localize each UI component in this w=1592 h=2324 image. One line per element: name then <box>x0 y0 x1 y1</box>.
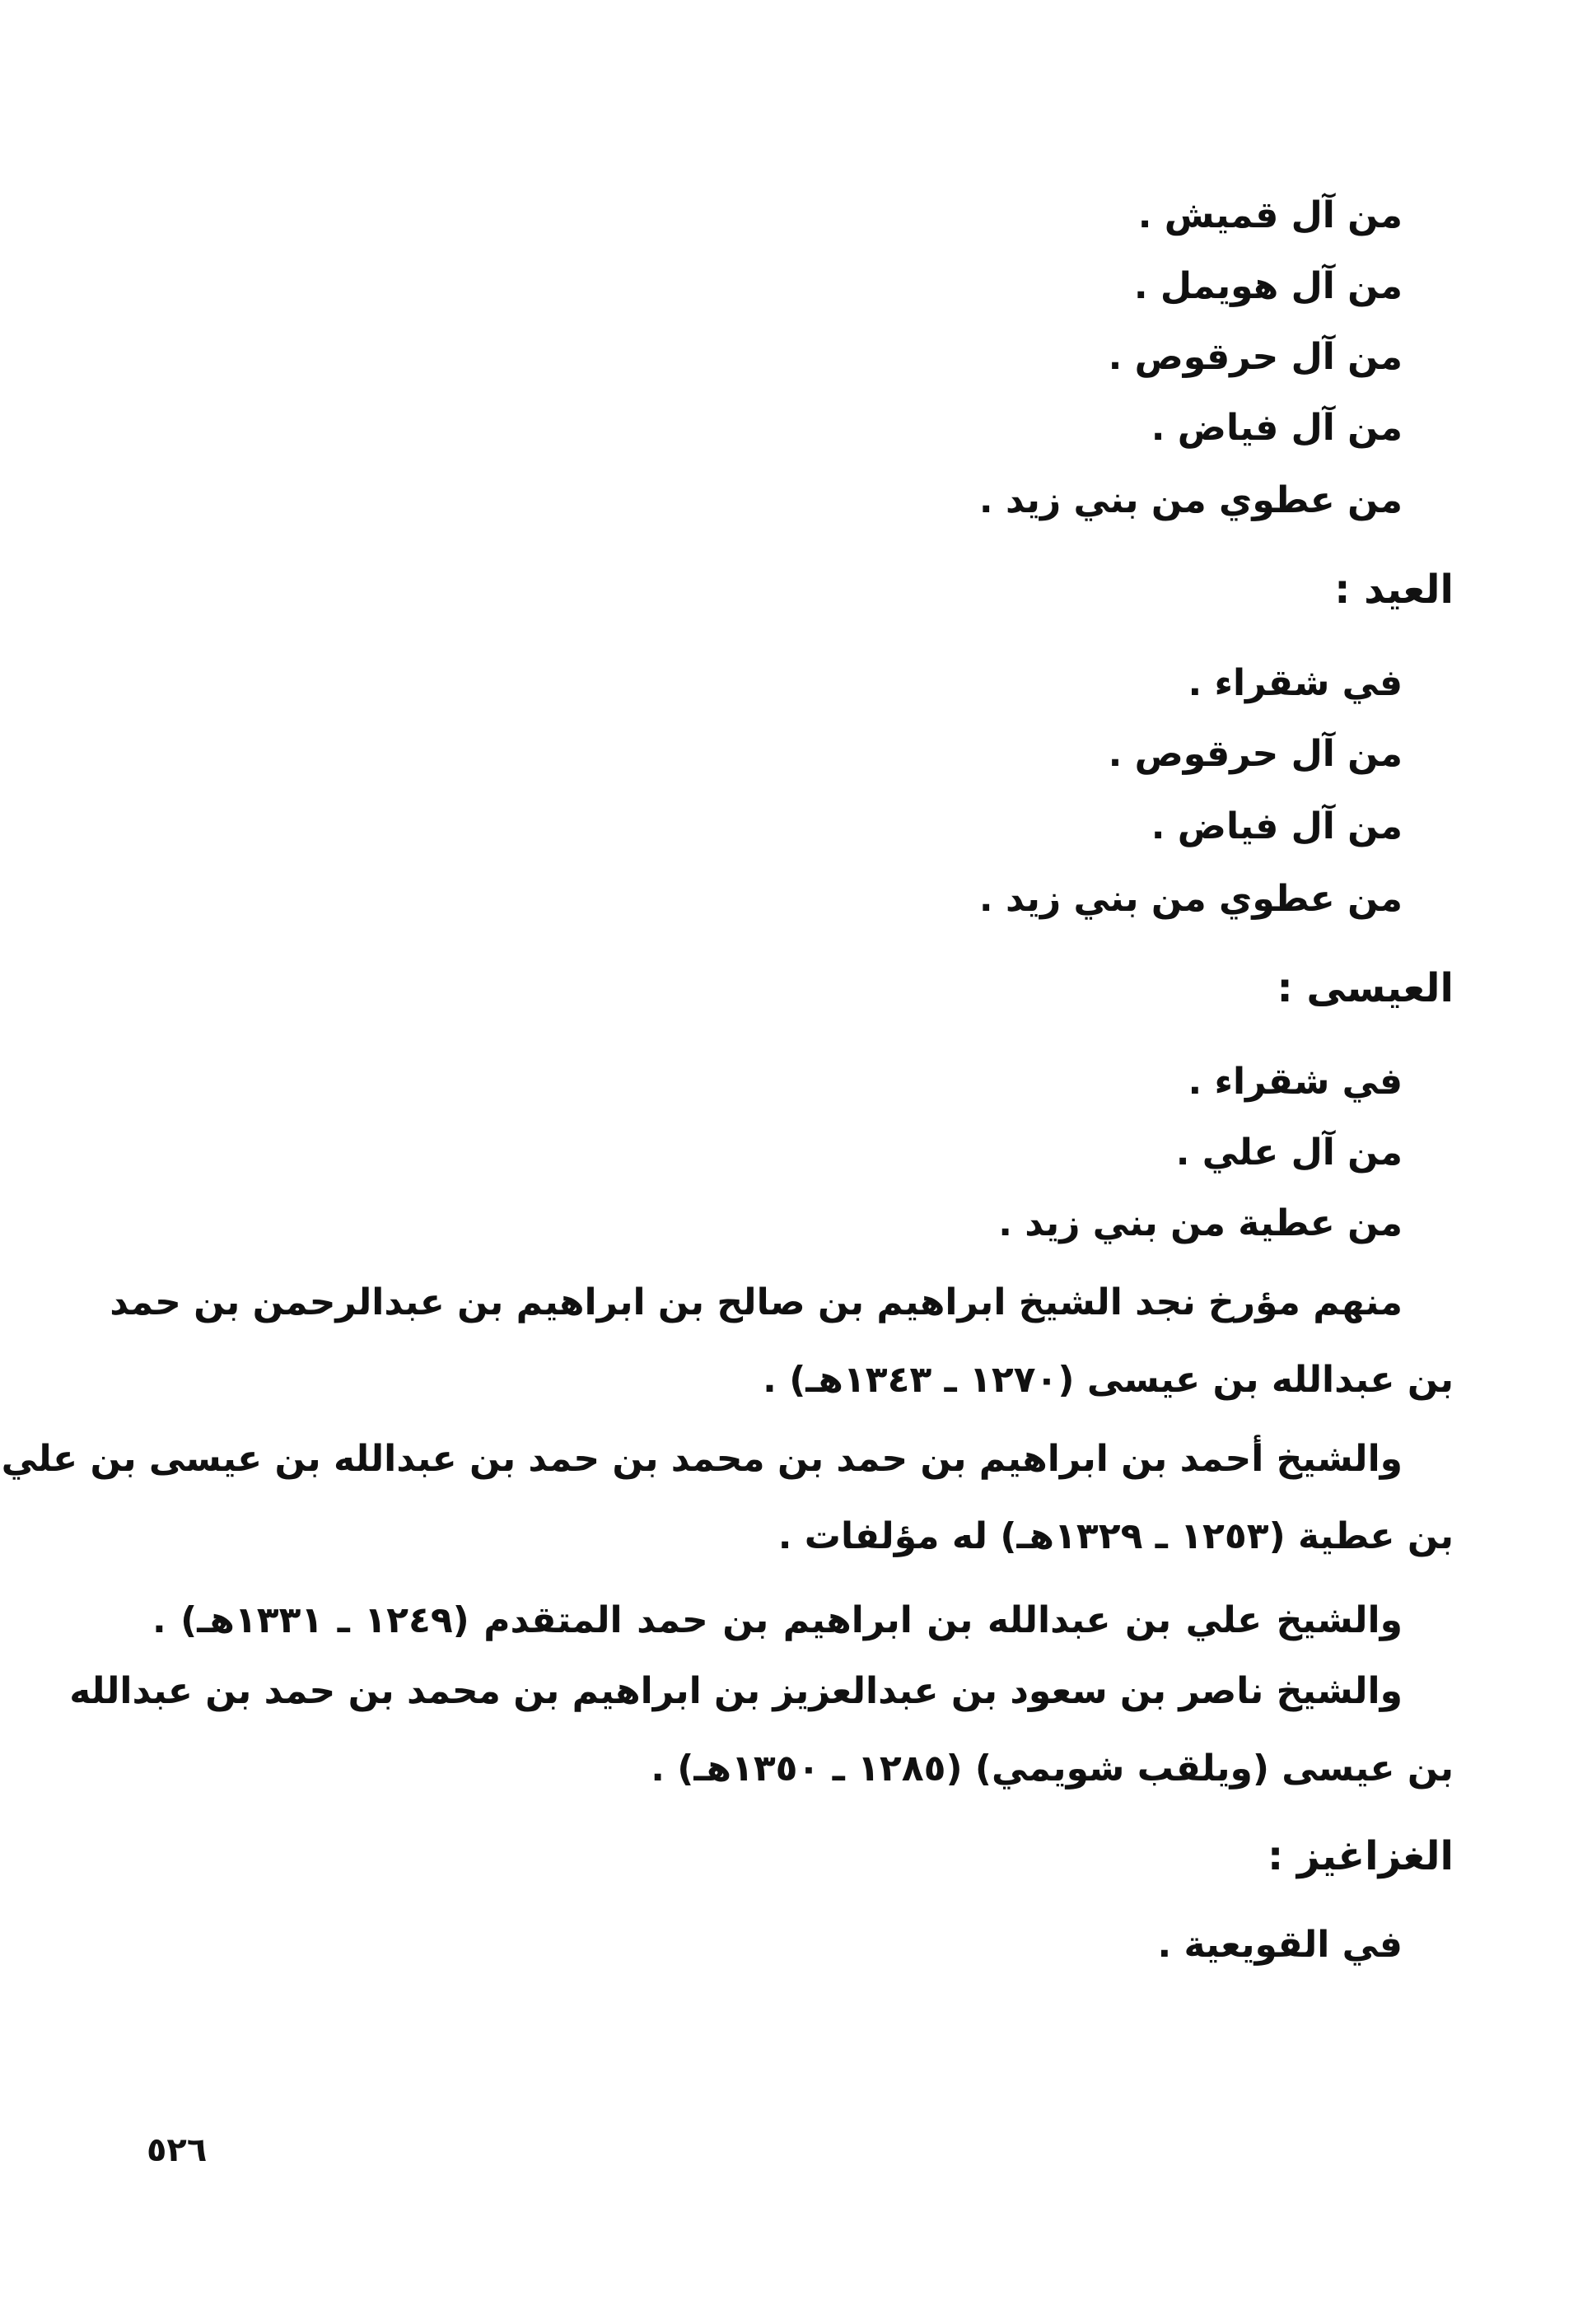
paragraph-line: والشيخ ناصر بن سعود بن عبدالعزيز بن ابراهيم بن محمد بن حمد بن عبدالله <box>69 1670 1403 1712</box>
list-item: من آل حرقوص . <box>1108 733 1403 775</box>
paragraph-line: بن عطية (١٢٥٣ ـ ١٣٢٩هـ) له مؤلفات . <box>777 1515 1454 1557</box>
list-item: من آل فياض . <box>1151 407 1403 449</box>
list-item: من آل علي . <box>1175 1132 1403 1174</box>
paragraph-line: والشيخ أحمد بن ابراهيم بن حمد بن محمد بن حمد بن عبدالله بن عيسى بن علي <box>1 1438 1403 1480</box>
list-item: في القويعية . <box>1157 1924 1403 1966</box>
paragraph-line: منهم مؤرخ نجد الشيخ ابراهيم بن صالح بن ابراهيم بن عبدالرحمن بن حمد <box>110 1281 1403 1323</box>
list-item: من عطية من بني زيد . <box>998 1202 1403 1244</box>
paragraph-line: بن عيسى (ويلقب شويمي) (١٢٨٥ ـ ١٣٥٠هـ) . <box>651 1748 1454 1790</box>
section-heading-al-eisa: العيسى : <box>1277 965 1454 1011</box>
list-item: في شقراء . <box>1188 662 1403 704</box>
paragraph-line: بن عبدالله بن عيسى (١٢٧٠ ـ ١٣٤٣هـ) . <box>763 1359 1454 1401</box>
list-item: في شقراء . <box>1188 1061 1403 1103</box>
section-heading-al-ghazaghiz: الغزاغيز : <box>1267 1833 1454 1879</box>
list-item: من عطوي من بني زيد . <box>978 479 1403 521</box>
paragraph-line: والشيخ علي بن عبدالله بن ابراهيم بن حمد المتقدم (١٢٤٩ ـ ١٣٣١هـ) . <box>152 1599 1403 1641</box>
section-heading-al-eid: العيد : <box>1334 567 1454 613</box>
list-item: من آل هويمل . <box>1133 265 1403 307</box>
list-item: من عطوي من بني زيد . <box>978 878 1403 920</box>
list-item: من آل فياض . <box>1151 805 1403 847</box>
list-item: من آل حرقوص . <box>1108 336 1403 378</box>
page-number: ٥٢٦ <box>147 2131 208 2169</box>
list-item: من آل قميش . <box>1137 194 1403 236</box>
